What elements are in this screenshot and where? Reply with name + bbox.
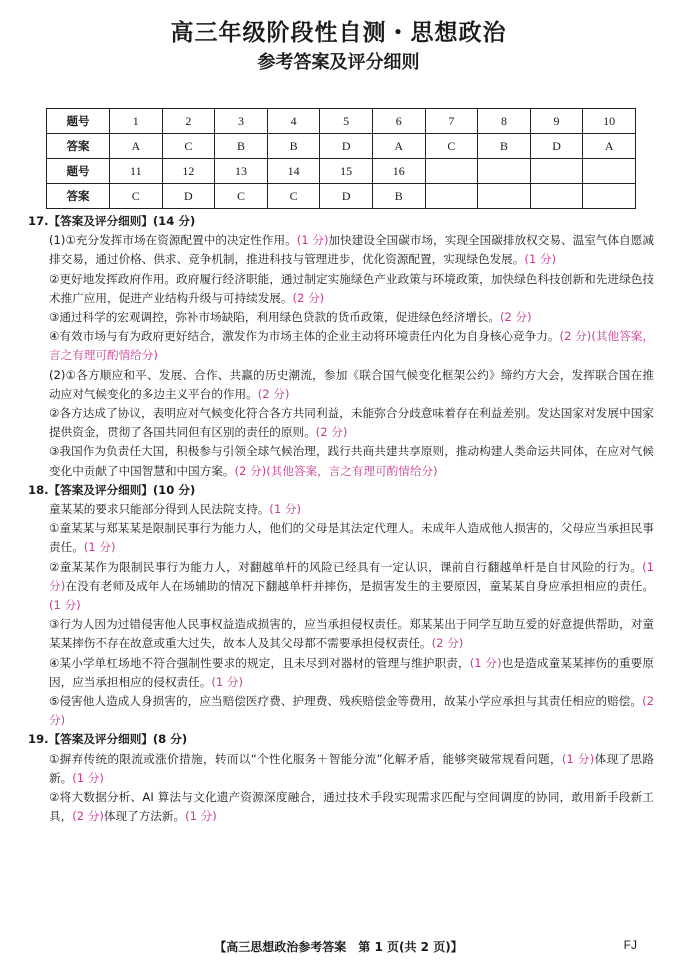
answer-text: ④某小学单杠场地不符合强制性要求的规定，且未尽到对器材的管理与维护职责， <box>49 655 470 670</box>
q18-para-6 <box>28 692 654 730</box>
question-number: 11 <box>110 159 163 184</box>
answer-cell: B <box>372 184 425 209</box>
answer-cell: D <box>320 184 373 209</box>
answer-header: 答案 <box>47 184 110 209</box>
score-mark: (2 分) <box>292 290 325 305</box>
score-mark: (1 分) <box>49 559 654 593</box>
score-mark: (2 分) <box>72 809 104 824</box>
answer-text: 体现了方法新。 <box>103 809 186 824</box>
score-mark: (1 分) <box>296 233 329 248</box>
answer-text: ②童某某作为限制民事行为能力人，对翻越单杆的风险已经具有一定认识，课前自行翻越单杆是自甘风险的行为。 <box>49 559 643 574</box>
answer-cell: D <box>162 184 215 209</box>
table-row <box>47 159 636 184</box>
q19-para-1 <box>28 750 654 788</box>
q18-heading: 18.【答案及评分细则】(10 分) <box>28 482 196 497</box>
q17-para-3 <box>28 308 654 327</box>
answer-cell: B <box>267 134 320 159</box>
answer-cell: A <box>583 134 636 159</box>
question-number: 10 <box>583 109 636 134</box>
answer-cell: C <box>162 134 215 159</box>
score-mark: (1 分) <box>211 674 244 689</box>
score-mark: (1 分) <box>524 252 557 267</box>
answer-text: ④有效市场与有为政府更好结合，激发作为市场主体的企业主动将环境责任内化为自身核心竞争力。 <box>49 329 560 344</box>
answer-text: (2)①各方顺应和平、发展、合作、共赢的历史潮流，参加《联合国气候变化框架公约》缔约方大会，发挥联合国在推动应对气候变化的多边主义平台的作用。 <box>49 367 654 401</box>
question-number: 9 <box>530 109 583 134</box>
score-mark: (1 分) <box>83 540 116 555</box>
answer-cell: D <box>530 134 583 159</box>
answer-content <box>28 212 654 827</box>
region-code: FJ <box>623 938 637 952</box>
answer-text: 也是造成童某某摔伤的重要原因，应当承担相应的侵权责任。 <box>49 655 654 689</box>
score-mark: (1 分) <box>49 598 81 613</box>
answer-cell: D <box>320 134 373 159</box>
q17-para-5 <box>28 366 654 404</box>
question-number: 13 <box>215 159 268 184</box>
answer-header: 答案 <box>47 134 110 159</box>
answer-cell <box>425 184 478 209</box>
answer-cell: C <box>110 184 163 209</box>
question-number: 15 <box>320 159 373 184</box>
answer-cell: B <box>215 134 268 159</box>
q19-para-2 <box>28 788 654 826</box>
table-row <box>47 134 636 159</box>
answer-text: ①摒弃传统的限流或涨价措施，转而以“个性化服务＋智能分流”化解矛盾，能够突破常规看问题， <box>49 751 562 766</box>
answer-text: (1)①充分发挥市场在资源配置中的决定性作用。 <box>49 233 297 248</box>
answer-table <box>46 108 636 209</box>
answer-text: 加快建设全国碳市场，实现全国碳排放权交易、温室气体自愿减排交易，通过价格、供求、竞争机制，推进科技与管理进步，优化资源配置，实现绿色发展。 <box>49 233 654 267</box>
answer-text: ②各方达成了协议，表明应对气候变化符合各方共同利益，未能弥合分歧意味着存在利益差别。发达国家对发展中国家提供资金，贯彻了各国共同但有区别的责任的原则。 <box>49 406 654 440</box>
question-number: 14 <box>267 159 320 184</box>
question-number: 4 <box>267 109 320 134</box>
answer-text: ①童某某与郑某某是限制民事行为能力人，他们的父母是其法定代理人。未成年人造成他人损害的，父母应当承担民事责任。 <box>49 521 654 555</box>
score-mark: (2 分) <box>499 310 532 325</box>
q17-para-4 <box>28 327 654 365</box>
question-number: 12 <box>162 159 215 184</box>
answer-cell: C <box>425 134 478 159</box>
q18-para-5 <box>28 654 654 692</box>
page-footer: 【高三思想政治参考答案 第 1 页(共 2 页)】 <box>214 940 463 954</box>
score-mark: (2 分)(其他答案，言之有理可酌情给分) <box>234 463 438 478</box>
score-mark: (1 分) <box>561 751 595 766</box>
q17-para-2 <box>28 270 654 308</box>
q18-para-2 <box>28 519 654 557</box>
q19-heading: 19.【答案及评分细则】(8 分) <box>28 732 188 747</box>
score-mark: (2 分) <box>431 636 464 651</box>
answer-cell: C <box>267 184 320 209</box>
answer-text: ③通过科学的宏观调控，弥补市场缺陷，利用绿色贷款的货币政策，促进绿色经济增长。 <box>49 310 500 325</box>
answer-text: ③我国作为负责任大国，积极参与引领全球气候治理，践行共商共建共享原则，推动构建人类命运共同体，在应对气候变化中贡献了中国智慧和中国方案。 <box>49 444 654 478</box>
q18-para-3 <box>28 558 654 616</box>
table-row <box>47 109 636 134</box>
q17-para-7 <box>28 442 654 480</box>
question-number: 5 <box>320 109 373 134</box>
question-number: 1 <box>110 109 163 134</box>
q17-para-1 <box>28 231 654 269</box>
question-number: 16 <box>372 159 425 184</box>
answer-cell: A <box>110 134 163 159</box>
answer-cell: C <box>215 184 268 209</box>
number-header: 题号 <box>47 159 110 184</box>
score-mark: (2 分) <box>49 694 654 728</box>
answer-text: 在没有老师及成年人在场辅助的情况下翻越单杆并摔伤，是损害发生的主要原因，童某某自身应承担相应的责任。 <box>65 578 654 593</box>
question-number: 6 <box>372 109 425 134</box>
question-number: 3 <box>215 109 268 134</box>
question-number: 8 <box>478 109 531 134</box>
answer-text: 童某某的要求只能部分得到人民法院支持。 <box>49 502 270 517</box>
answer-cell <box>583 184 636 209</box>
answer-cell: A <box>372 134 425 159</box>
table-row <box>47 184 636 209</box>
answer-text: ③行为人因为过错侵害他人民事权益造成损害的，应当承担侵权责任。郑某某出于同学互助互爱的好意提供帮助，对童某某摔伤不存在故意或重大过失，故本人及其父母都不需要承担侵权责任。 <box>49 617 654 651</box>
question-number <box>583 159 636 184</box>
answer-text: 体现了思路新。 <box>49 751 654 785</box>
q17-heading: 17.【答案及评分细则】(14 分) <box>28 214 196 228</box>
question-number: 7 <box>425 109 478 134</box>
answer-cell: B <box>478 134 531 159</box>
question-number <box>530 159 583 184</box>
q17-para-6 <box>28 404 654 442</box>
score-mark: (2 分)(其他答案，言之有理可酌情给分) <box>49 329 654 363</box>
answer-text: ⑤侵害他人造成人身损害的，应当赔偿医疗费、护理费、残疾赔偿金等费用，故某小学应承担与其责任相应的赔偿。 <box>49 694 643 709</box>
question-number <box>425 159 478 184</box>
page-title: 高三年级阶段性自测・思想政治 <box>170 20 507 46</box>
answer-cell <box>478 184 531 209</box>
score-mark: (2 分) <box>257 386 290 401</box>
score-mark: (1 分) <box>269 502 301 517</box>
answer-cell <box>530 184 583 209</box>
q18-para-4 <box>28 615 654 653</box>
q18-para-1 <box>28 500 654 519</box>
question-number <box>478 159 531 184</box>
score-mark: (1 分) <box>185 809 217 824</box>
answer-text: ②更好地发挥政府作用。政府履行经济职能，通过制定实施绿色产业政策与环境政策，加快绿色科技创新和先进绿色技术推广应用，促进产业结构升级与可持续发展。 <box>49 271 654 305</box>
question-number: 2 <box>162 109 215 134</box>
page-subtitle: 参考答案及评分细则 <box>257 52 420 73</box>
number-header: 题号 <box>47 109 110 134</box>
score-mark: (1 分) <box>72 770 104 785</box>
score-mark: (2 分) <box>315 425 348 440</box>
answer-text: ②将大数据分析、AI 算法与文化遗产资源深度融合，通过技术手段实现需求匹配与空间调度的协同，敢用新手段新工具， <box>49 790 654 824</box>
score-mark: (1 分) <box>469 655 502 670</box>
